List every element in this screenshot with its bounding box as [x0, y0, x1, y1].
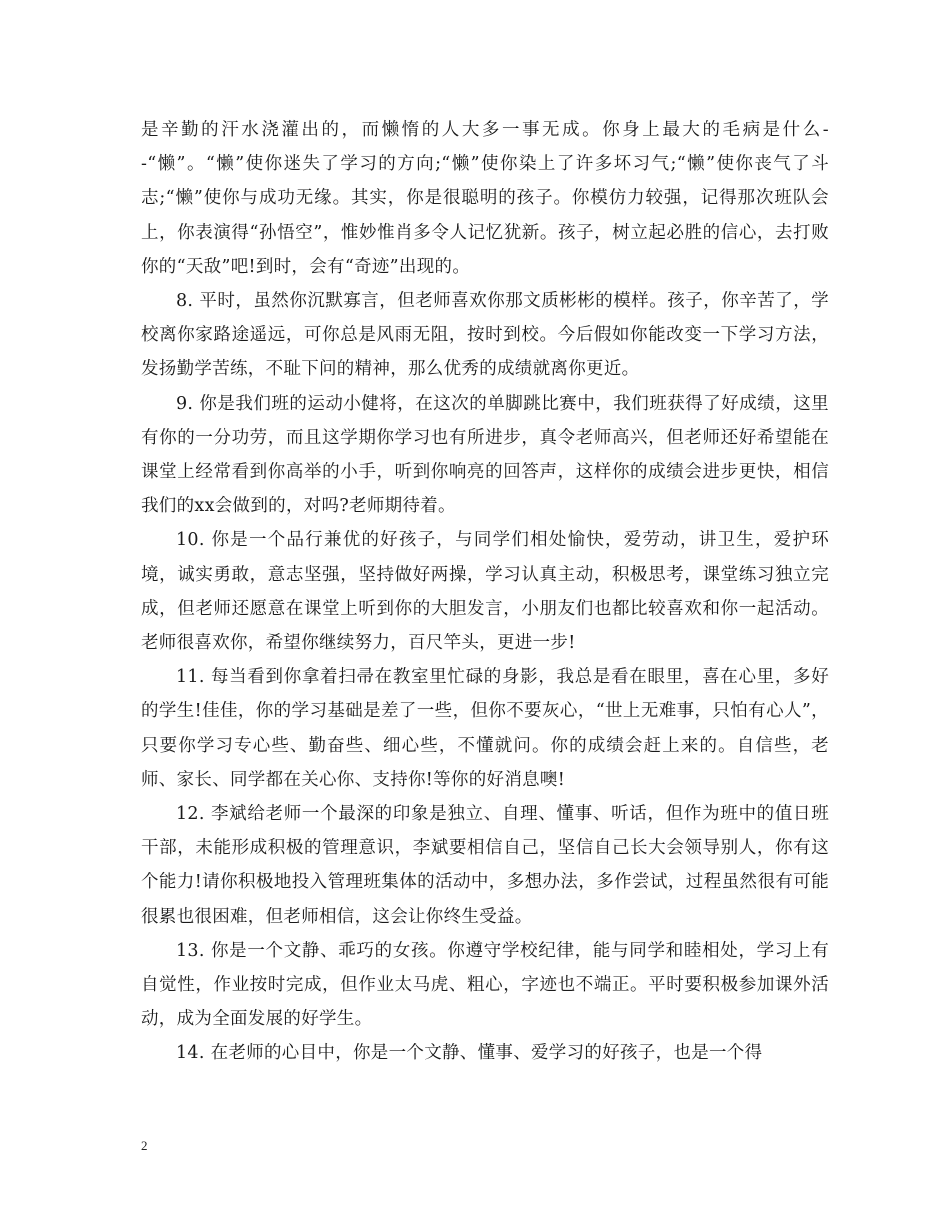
paragraph-item-14: 14. 在老师的心目中，你是一个文静、懂事、爱学习的好孩子，也是一个得: [176, 1043, 763, 1064]
page-number: 2: [141, 1138, 148, 1153]
paragraph-item-8: 8. 平时，虽然你沉默寡言，但老师喜欢你那文质彬彬的模样。孩子，你辛苦了，学校离你家路途遥远，可你总是风雨无阻，按时到校。今后假如你能改变一下学习方法，发扬勤学苦练，不耻下问的精神，那么优秀的成绩就离你更近。: [141, 291, 829, 380]
paragraph-item-12: 12. 李斌给老师一个最深的印象是独立、自理、懂事、听话，但作为班中的值日班干部，未能形成积极的管理意识，李斌要相信自己，坚信自己长大会领导别人，你有这个能力!请你积极地投入管理班集体的活动中，多想办法，多作尝试，过程虽然很有可能很累也很困难，但老师相信，这会让你终生受益。: [141, 804, 829, 927]
paragraph-item-9: 9. 你是我们班的运动小健将，在这次的单脚跳比赛中，我们班获得了好成绩，这里有你的一分功劳，而且这学期你学习也有所进步，真令老师高兴，但老师还好希望能在课堂上经常看到你高举的小手，听到你响亮的回答声，这样你的成绩会进步更快，相信我们的xx会做到的，对吗?老师期待着。: [141, 393, 829, 517]
paragraph-continuation: 是辛勤的汗水浇灌出的，而懒惰的人大多一事无成。你身上最大的毛病是什么--“懒”。“懒”使你迷失了学习的方向;“懒”使你染上了许多坏习气;“懒”使你丧气了斗志;“懒”使你与成功无缘。其实，你是很聪明的孩子。你模仿力较强，记得那次班队会上，你表演得“孙悟空”，惟妙惟肖多令人记忆犹新。孩子，树立起必胜的信心，去打败你的“天敌”吧!到时，会有“奇迹”出现的。: [141, 120, 829, 277]
paragraph-item-10: 10. 你是一个品行兼优的好孩子，与同学们相处愉快，爱劳动，讲卫生，爱护环境，诚实勇敢，意志坚强，坚持做好两操，学习认真主动，积极思考，课堂练习独立完成，但老师还愿意在课堂上听到你的大胆发言，小朋友们也都比较喜欢和你一起活动。老师很喜欢你，希望你继续努力，百尺竿头，更进一步!: [141, 530, 829, 654]
paragraph-item-11: 11. 每当看到你拿着扫帚在教室里忙碌的身影，我总是看在眼里，喜在心里，多好的学生!佳佳，你的学习基础是差了一些，但你不要灰心，“世上无难事，只怕有心人”，只要你学习专心些、勤奋些、细心些，不懂就问。你的成绩会赶上来的。自信些，老师、家长、同学都在关心你、支持你!等你的好消息噢!: [141, 667, 829, 790]
paragraph-item-13: 13. 你是一个文静、乖巧的女孩。你遵守学校纪律，能与同学和睦相处，学习上有自觉性，作业按时完成，但作业太马虎、粗心，字迹也不端正。平时要积极参加课外活动，成为全面发展的好学生。: [141, 940, 829, 1030]
document-body: [141, 113, 829, 1071]
